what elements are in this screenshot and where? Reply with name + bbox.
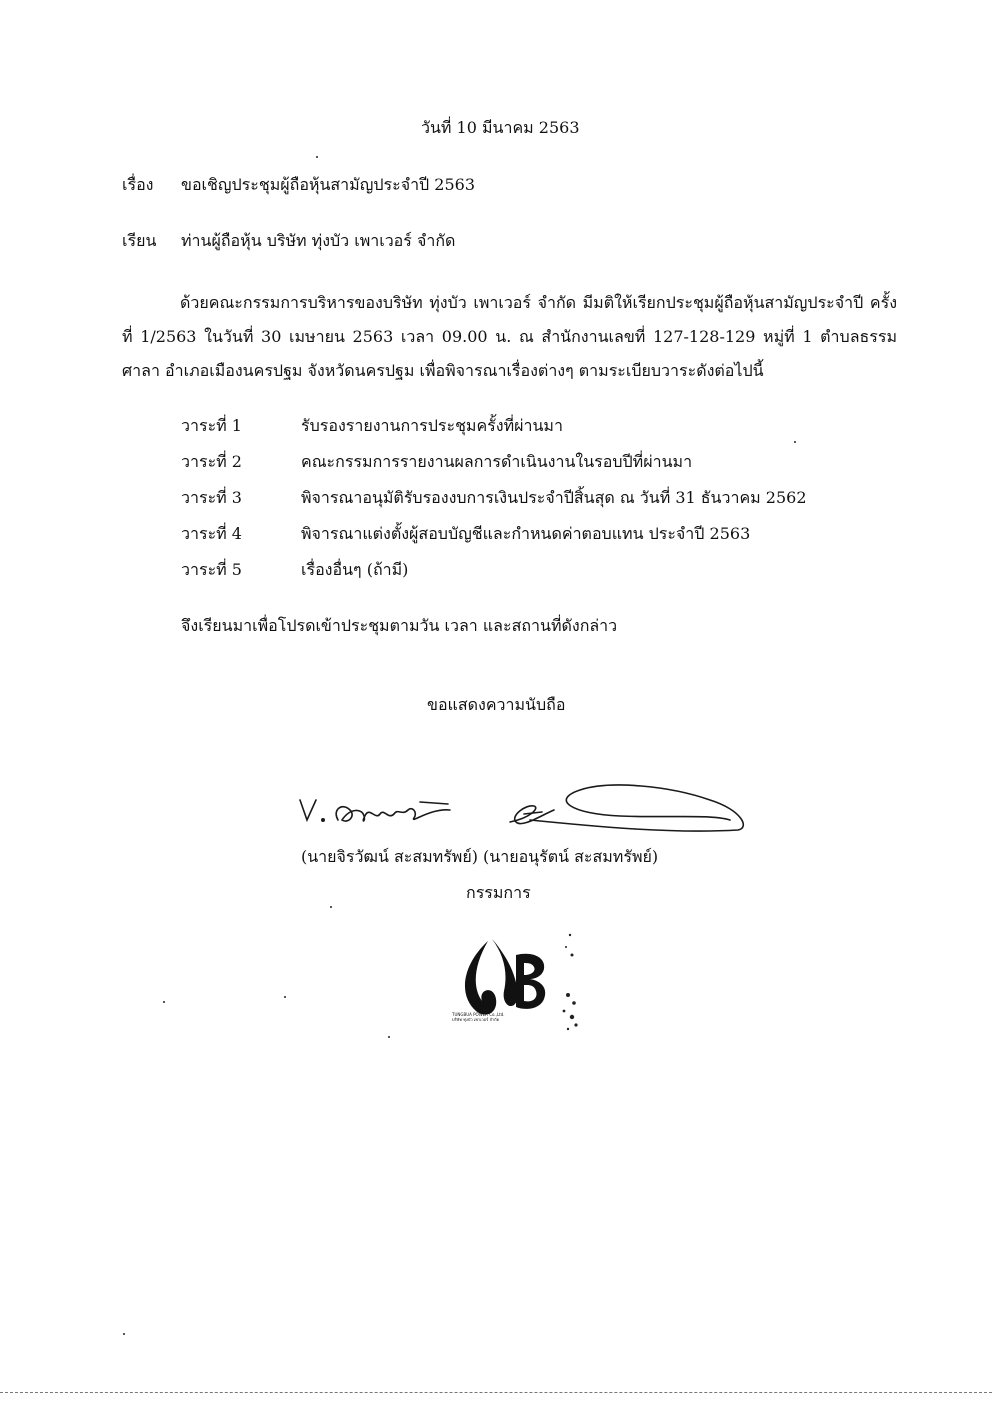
agenda-text: พิจารณาอนุมัติรับรองงบการเงินประจำปีสิ้นสุด ณ วันที่ 31 ธันวาคม 2562 — [301, 488, 807, 507]
body-paragraph: ด้วยคณะกรรมการบริหารของบริษัท ทุ่งบัว เพาเวอร์ จำกัด มีมติให้เรียกประชุมผู้ถือหุ้นสามัญประจำปี ครั้งที่ 1/2563 ในวันที่ 30 เมษายน 2563 เวลา 09.00 น. ณ สำนักงานเลขที่ 127-128-129 หมู่ที่ 1 ตำบลธรรมศาลา อำเภอเมืองนครปฐม จังหวัดนครปฐม เพื่อพิจารณาเรื่องต่างๆ ตามระเบียบวาระดังต่อไปนี้ — [122, 293, 897, 380]
scan-speck — [123, 1333, 125, 1335]
agenda-number: วาระที่ 1 — [181, 416, 242, 435]
scan-speck — [316, 156, 318, 158]
agenda-text: รับรองรายงานการประชุมครั้งที่ผ่านมา — [301, 416, 563, 435]
letter-date: วันที่ 10 มีนาคม 2563 — [421, 118, 580, 137]
recipient-text: ท่านผู้ถือหุ้น บริษัท ทุ่งบัว เพาเวอร์ จำกัด — [181, 231, 456, 250]
signatory-role: กรรมการ — [466, 883, 531, 902]
agenda-number: วาระที่ 4 — [181, 524, 242, 543]
signature-jirawat — [300, 800, 450, 821]
agenda-number: วาระที่ 3 — [181, 488, 242, 507]
scan-speck — [388, 1036, 390, 1038]
regards-line: ขอแสดงความนับถือ — [427, 695, 566, 714]
agenda-number: วาระที่ 2 — [181, 452, 242, 471]
scan-speck — [284, 996, 286, 998]
scan-speck — [163, 1001, 165, 1003]
subject-text: ขอเชิญประชุมผู้ถือหุ้นสามัญประจำปี 2563 — [181, 175, 476, 194]
signatures-image — [290, 770, 750, 840]
logo-caption — [452, 1012, 542, 1022]
logo-caption-th: บริษัท ทุ่งบัว เพาเวอร์ จำกัด — [452, 1017, 500, 1022]
recipient-label: เรียน — [122, 231, 157, 250]
agenda-text: เรื่องอื่นๆ (ถ้ามี) — [301, 560, 409, 579]
agenda-text: คณะกรรมการรายงานผลการดำเนินงานในรอบปีที่ผ่านมา — [301, 452, 693, 471]
agenda-text: พิจารณาแต่งตั้งผู้สอบบัญชีและกำหนดค่าตอบแทน ประจำปี 2563 — [301, 524, 751, 543]
scan-edge-line — [0, 1392, 992, 1393]
scan-speck — [794, 441, 796, 443]
agenda-number: วาระที่ 5 — [181, 560, 242, 579]
closing-sentence: จึงเรียนมาเพื่อโปรดเข้าประชุมตามวัน เวลา และสถานที่ดังกล่าว — [181, 616, 618, 635]
signature-anurat — [510, 785, 743, 831]
scan-speck — [330, 906, 332, 908]
signatory-names: (นายจิรวัฒน์ สะสมทรัพย์) (นายอนุรัตน์ สะสมทรัพย์) — [301, 847, 659, 866]
logo-caption-en: TUNGBUA POWER Co.,Ltd. — [452, 1012, 505, 1017]
subject-label: เรื่อง — [122, 175, 154, 194]
